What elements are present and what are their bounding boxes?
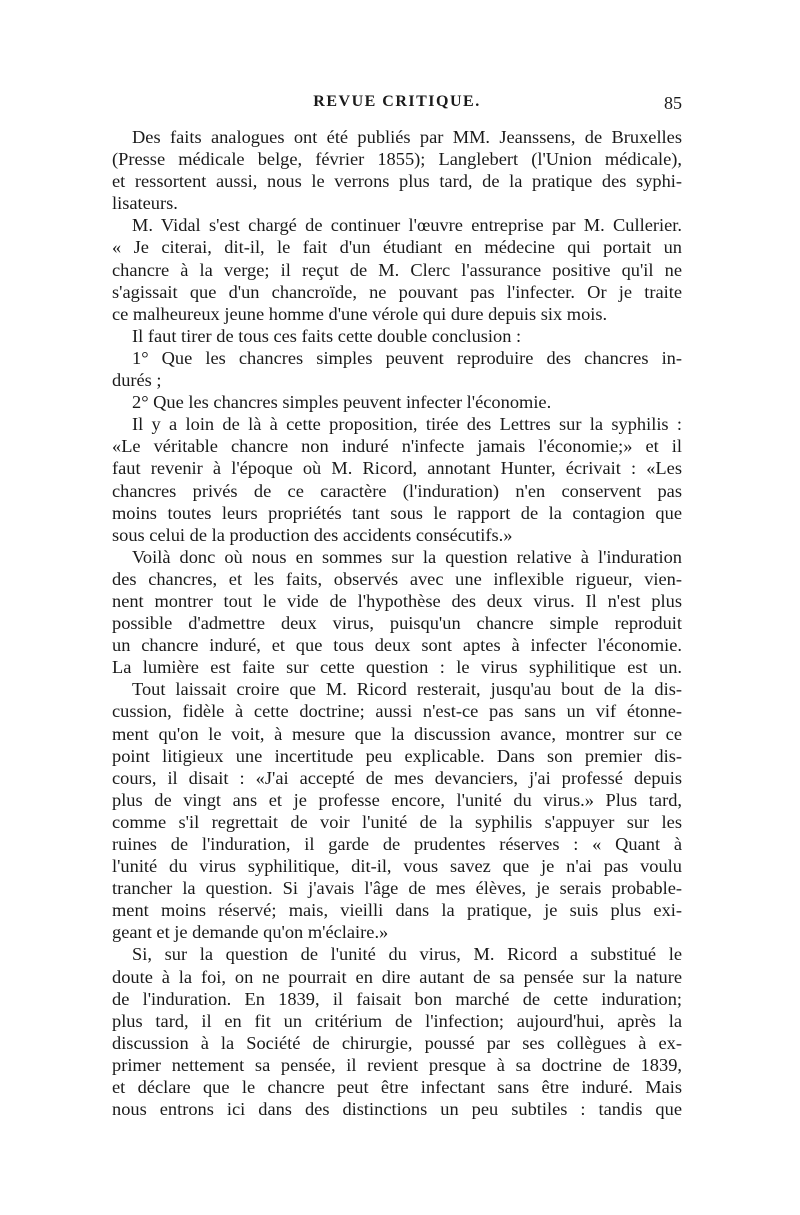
text-line: trancher la question. Si j'avais l'âge de mes élèves, je serais probable- [112,878,682,899]
text-line: plus de vingt ans et je professe encore, l'unité du virus.» Plus tard, [112,789,682,810]
text-line: doute à la foi, on ne pourrait en dire autant de sa pensée sur la nature [112,966,682,987]
text-line: ruines de l'induration, il garde de prudentes réserves : « Quant à [112,834,682,854]
text-line: s'agissait que d'un chancroïde, ne pouvant pas l'infecter. Or je traite [112,281,682,302]
text-line: La lumière est faite sur cette question : le virus syphilitique est un. [112,657,682,678]
text-line: moins toutes leurs propriétés tant sous le rapport de la contagion que [112,502,682,523]
text-line: 2° Que les chancres simples peuvent infecter l'économie. [132,392,552,413]
running-title: REVUE CRITIQUE. [313,93,481,110]
text-line: de l'induration. En 1839, il faisait bon marché de cette induration; [112,988,682,1009]
text-line: nous entrons ici dans des distinctions un peu subtiles : tandis que [112,1099,682,1120]
text-line: Tout laissait croire que M. Ricord resterait, jusqu'au bout de la dis- [132,679,682,700]
text-line: Voilà donc où nous en sommes sur la question relative à l'induration [132,546,682,567]
text-line: nent montrer tout le vide de l'hypothèse des deux virus. Il n'est plus [112,590,682,611]
text-line: des chancres, et les faits, observés avec une inflexible rigueur, vien- [112,568,682,589]
text-line: lisateurs. [112,193,178,214]
text-line: comme s'il regrettait de voir l'unité de la syphilis s'appuyer sur les [112,811,682,832]
text-line: ce malheureux jeune homme d'une vérole qui dure depuis six mois. [112,303,608,324]
text-line: cussion, fidèle à cette doctrine; aussi n'est-ce pas sans un vif étonne- [112,701,682,722]
text-line: chancre à la verge; il reçut de M. Clerc l'assurance positive qu'il ne [112,259,682,280]
text-line: faut revenir à l'époque où M. Ricord, annotant Hunter, écrivait : «Les [112,458,682,479]
text-line: et ressortent aussi, nous le verrons plus tard, de la pratique des syphi- [112,171,682,192]
text-line: 1° Que les chancres simples peuvent reproduire des chancres in- [132,347,682,368]
text-line: Si, sur la question de l'unité du virus, M. Ricord a substitué le [132,944,682,965]
page-header [112,93,682,121]
text-line: cours, il disait : «J'ai accepté de mes devanciers, j'ai professé depuis [112,767,682,788]
text-line: Il y a loin de là à cette proposition, tirée des Lettres sur la syphilis : [132,414,682,435]
page-number: 85 [664,93,682,113]
text-line: primer nettement sa pensée, il revient presque à sa doctrine de 1839, [112,1054,682,1075]
text-line: ment qu'on le voit, à mesure que la discussion avance, montrer sur ce [112,723,682,744]
text-line: (Presse médicale belge, février 1855); Langlebert (l'Union médicale), [112,149,682,170]
text-line: point litigieux une incertitude peu explicable. Dans son premier dis- [112,745,682,766]
text-line: possible d'admettre deux virus, puisqu'un chancre simple reproduit [112,613,682,634]
text-line: sous celui de la production des accidents consécutifs.» [112,524,513,545]
text-line: un chancre induré, et que tous deux sont aptes à infecter l'économie. [112,635,682,656]
text-line: durés ; [112,370,162,391]
text-line: ment moins réservé; mais, vieilli dans la pratique, je suis plus exi- [112,900,682,921]
text-line: et déclare que le chancre peut être infectant sans être induré. Mais [112,1077,682,1098]
text-line: discussion à la Société de chirurgie, poussé par ses collègues à ex- [112,1032,682,1053]
text-line: l'unité du virus syphilitique, dit-il, vous savez que je n'ai pas voulu [112,856,682,877]
text-line: «Le véritable chancre non induré n'infecte jamais l'économie;» et il [112,436,682,457]
text-line: chancres privés de ce caractère (l'induration) n'en conservent pas [112,480,682,501]
text-line: Il faut tirer de tous ces faits cette double conclusion : [132,325,522,346]
text-line: geant et je demande qu'on m'éclaire.» [112,922,389,943]
text-line: M. Vidal s'est chargé de continuer l'œuvre entreprise par M. Cullerier. [132,215,682,236]
text-line: Des faits analogues ont été publiés par MM. Jeanssens, de Bruxelles [132,127,682,147]
body-text [112,126,682,1120]
text-line: « Je citerai, dit-il, le fait d'un étudiant en médecine qui portait un [112,237,682,258]
text-line: plus tard, il en fit un critérium de l'infection; aujourd'hui, après la [112,1010,682,1031]
